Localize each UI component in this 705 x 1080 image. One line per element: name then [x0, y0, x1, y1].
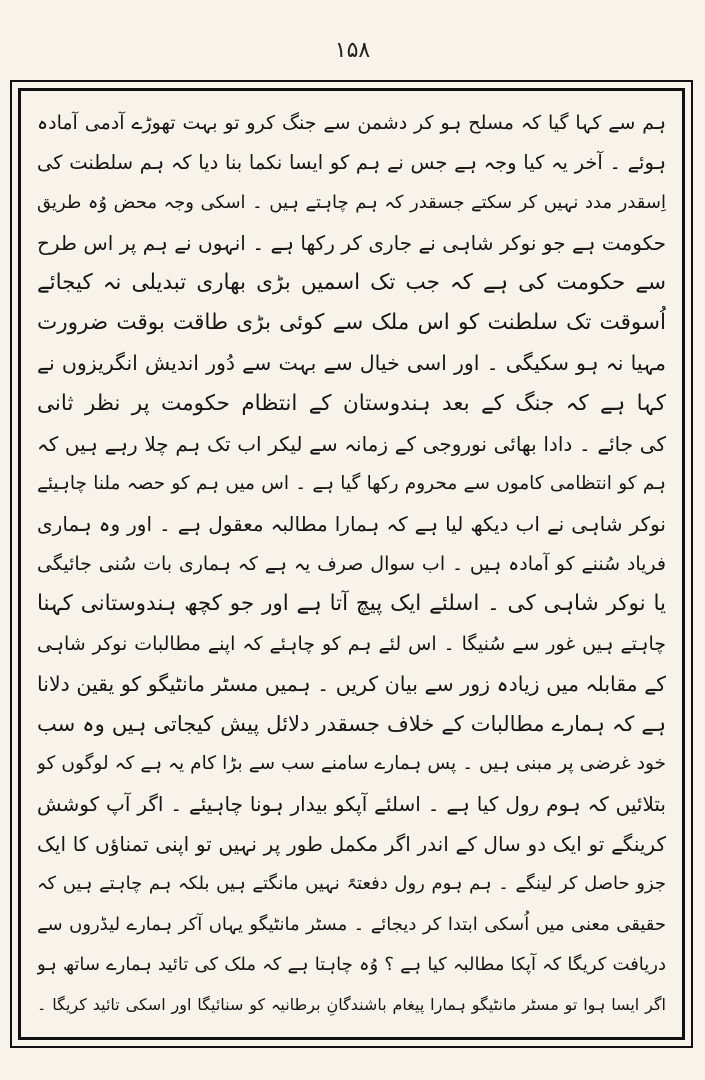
text-line: اگر ایسا ہوا تو مسٹر مانٹیگو ہمارا پیغام باشندگانِ برطانیہ کو سنائیگا اور اسکی تائید کریگا ۔	[37, 994, 666, 1014]
text-line: نوکر شاہی نے اب دیکھ لیا ہے کہ ہمارا مطالبہ معقول ہے ۔ اور وہ ہماری	[37, 511, 666, 536]
text-frame	[18, 88, 685, 1040]
text-line: یا نوکر شاہی کی ۔ اسلئے ایک پیچ آتا ہے اور جو کچھ ہندوستانی کہنا	[37, 590, 666, 616]
text-line: کہا ہے کہ جنگ کے بعد ہندوستان کے انتظام حکومت پر نظر ثانی	[37, 390, 666, 416]
text-line: بتلائیں کہ ہوم رول کیا ہے ۔ اسلئے آپکو بیدار ہونا چاہیئے ۔ اگر آپ کوشش	[37, 792, 666, 817]
text-line: سے حکومت کی ہے کہ جب تک اسمیں بڑی بھاری تبدیلی نہ کیجائے	[37, 270, 666, 296]
text-line: ہم سے کہا گیا کہ مسلح ہو کر دشمن سے جنگ کرو تو بہت تھوڑے آدمی آمادہ	[37, 112, 666, 134]
text-line: ہوئے ۔ آخر یہ کیا وجہ ہے جس نے ہم کو ایسا نکما بنا دیا کہ ہم سلطنت کی	[37, 151, 666, 175]
text-line: ہم کو انتظامی کاموں سے محروم رکھا گیا ہے ۔ اس میں ہم کو حصہ ملنا چاہیئے	[37, 472, 666, 494]
text-line: کی جائے ۔ دادا بھائی نوروجی کے زمانہ سے لیکر اب تک ہم چلا رہے ہیں کہ	[37, 431, 666, 456]
text-line: دریافت کریگا کہ آپکا مطالبہ کیا ہے ؟ وُہ چاہتا ہے کہ ملک کی تائید ہمارے ساتھ ہو	[37, 953, 666, 975]
body-text	[37, 105, 666, 1023]
page-number: ۱۵۸	[334, 38, 371, 63]
text-line: ہے کہ ہمارے مطالبات کے خلاف جسقدر دلائل پیش کیجاتی ہیں وہ سب	[37, 712, 666, 737]
text-line: فریاد سُننے کو آمادہ ہیں ۔ اب سوال صرف یہ ہے کہ ہماری بات سُنی جائیگی	[37, 552, 666, 575]
text-line: حکومت ہے جو نوکر شاہی نے جاری کر رکھا ہے ۔ انہوں نے ہم پر اس طرح	[37, 231, 666, 256]
text-line: خود غرضی پر مبنی ہیں ۔ پس ہمارے سامنے سب سے بڑا کام یہ ہے کہ لوگوں کو	[37, 753, 666, 775]
text-line: کرینگے تو ایک دو سال کے اندر اگر مکمل طور پر نہیں تو اپنی تمناؤں کا ایک	[37, 832, 666, 857]
text-line: چاہتے ہیں غور سے سُنیگا ۔ اس لئے ہم کو چاہئے کہ اپنے مطالبات نوکر شاہی	[37, 633, 666, 656]
text-line: حقیقی معنی میں اُسکی ابتدا کر دیجائے ۔ مسٹر مانٹیگو یہاں آکر ہمارے لیڈروں سے	[37, 913, 666, 935]
text-line: اِسقدر مدد نہیں کر سکتے جسقدر کہ ہم چاہتے ہیں ۔ اسکی وجہ محض وُہ طریق	[37, 192, 666, 214]
text-line: جزو حاصل کر لینگے ۔ ہم ہوم رول دفعتہً نہیں مانگتے ہیں بلکہ ہم چاہتے ہیں کہ	[37, 873, 666, 895]
text-line: مہیا نہ ہو سکیگی ۔ اور اسی خیال سے بہت سے دُور اندیش انگریزوں نے	[37, 351, 666, 376]
text-line: اُسوقت تک سلطنت کو اس ملک سے کوئی بڑی طاقت بوقت ضرورت	[37, 310, 666, 336]
text-line: کے مقابلہ میں زیادہ زور سے بیان کریں ۔ ہمیں مسٹر مانٹیگو کو یقین دلانا	[37, 672, 666, 697]
